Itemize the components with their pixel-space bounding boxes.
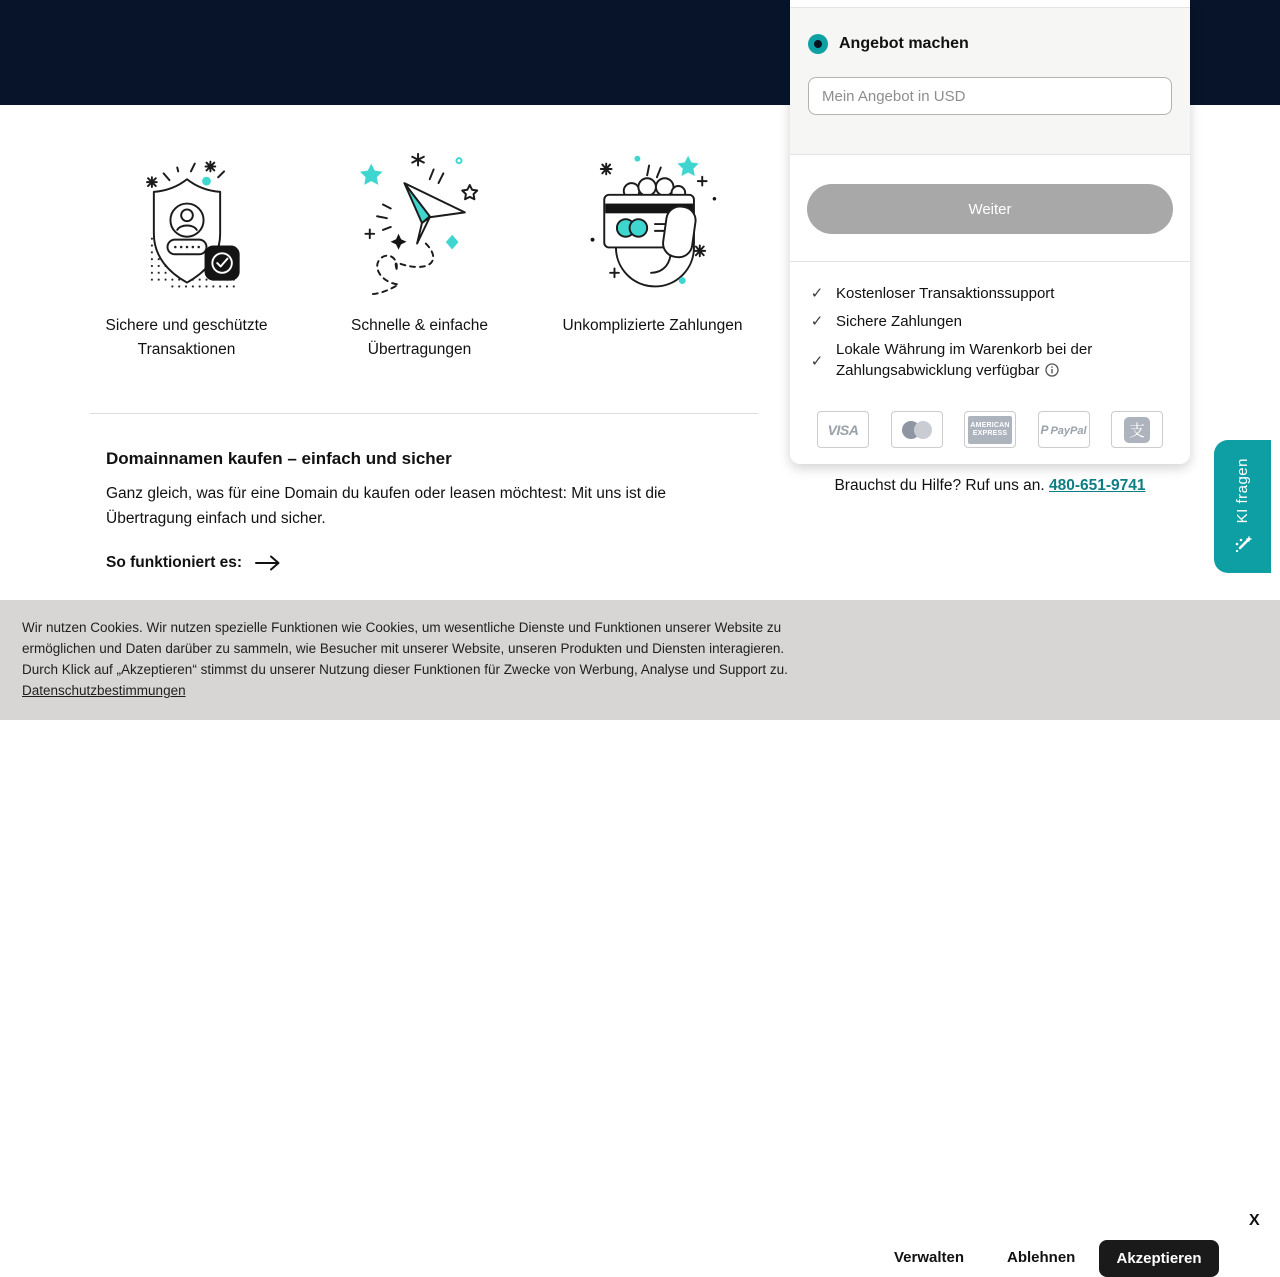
paypal-icon: P PayPal (1038, 411, 1090, 448)
cookie-decline-button[interactable]: Ablehnen (1007, 1249, 1076, 1266)
phone-link[interactable]: 480-651-9741 (1049, 477, 1146, 494)
info-heading: Domainnamen kaufen – einfach und sicher (106, 449, 452, 468)
feature-easy-payments (536, 148, 769, 362)
check-icon: ✓ (810, 313, 824, 330)
how-it-works-link[interactable] (106, 554, 281, 572)
benefit-item: ✓ Sichere Zahlungen (808, 311, 1172, 332)
benefits-list (790, 262, 1190, 400)
feature-caption: Unkomplizierte Zahlungen (562, 317, 743, 334)
ask-ai-label: KI fragen (1234, 457, 1251, 524)
shield-user-illustration-icon (109, 148, 265, 304)
paper-plane-illustration-icon (342, 148, 498, 304)
cookie-message-line: Wir nutzen Cookies. Wir nutzen spezielle Funktionen wie Cookies, um wesentliche Dienste und Funktionen unserer Website zu (22, 620, 782, 635)
benefit-item: ✓ Lokale Währung im Warenkorb bei der Zahlungsabwicklung verfügbar (808, 339, 1172, 383)
section-divider (90, 413, 758, 414)
check-icon: ✓ (810, 352, 824, 370)
feature-caption: Sichere und geschützte Transaktionen (105, 317, 268, 358)
offer-amount-input[interactable] (808, 77, 1172, 115)
alipay-icon: 支 (1111, 411, 1163, 448)
magic-wand-icon (1233, 535, 1253, 555)
help-text: Brauchst du Hilfe? Ruf uns an. (834, 477, 1045, 494)
cookie-message-line: Durch Klick auf „Akzeptieren“ stimmst du unserer Nutzung dieser Funktionen für Zwecke von Werbung, Analyse und Support zu. (22, 662, 788, 677)
card-hand-illustration-icon (575, 148, 731, 304)
info-icon[interactable] (1045, 362, 1059, 383)
make-offer-section (790, 8, 1190, 155)
continue-button[interactable]: Weiter (807, 184, 1173, 234)
check-icon: ✓ (810, 285, 824, 302)
cookie-accept-button[interactable]: Akzeptieren (1099, 1240, 1219, 1277)
features-row (70, 148, 770, 362)
ask-ai-button[interactable] (1214, 440, 1271, 573)
cookie-close-icon[interactable]: X (1249, 1212, 1260, 1229)
make-offer-radio-label: Angebot machen (839, 35, 969, 52)
make-offer-radio-row[interactable] (808, 34, 1172, 54)
feature-fast-transfers (303, 148, 536, 362)
info-body-text: Ganz gleich, was für eine Domain du kaufen oder leasen möchtest: Mit uns ist die Übertragung einfach und sicher. (106, 485, 667, 527)
cookie-message (22, 617, 788, 701)
payment-methods-row (790, 400, 1190, 464)
offer-panel (790, 0, 1190, 464)
panel-top-strip (790, 0, 1190, 8)
amex-icon: AMERICAN EXPRESS (964, 411, 1016, 448)
how-it-works-label: So funktioniert es: (106, 554, 243, 571)
cookie-message-line: ermöglichen und Daten darüber zu sammeln, wie Besucher mit unserer Website, unseren Produkten und Diensten interagieren. (22, 641, 785, 656)
help-line (790, 477, 1190, 495)
panel-action-section (790, 155, 1190, 262)
arrow-right-icon (255, 555, 281, 571)
mastercard-icon (891, 411, 943, 448)
feature-secure-transactions (70, 148, 303, 362)
feature-caption: Schnelle & einfache Übertragungen (350, 317, 488, 358)
cookie-banner (0, 600, 1280, 1267)
privacy-policy-link[interactable]: Datenschutzbestimmungen (22, 683, 186, 698)
make-offer-radio[interactable] (808, 34, 828, 54)
benefit-item: ✓ Kostenloser Transaktionssupport (808, 283, 1172, 304)
visa-icon: VISA (817, 411, 869, 448)
cookie-manage-button[interactable]: Verwalten (894, 1249, 965, 1266)
